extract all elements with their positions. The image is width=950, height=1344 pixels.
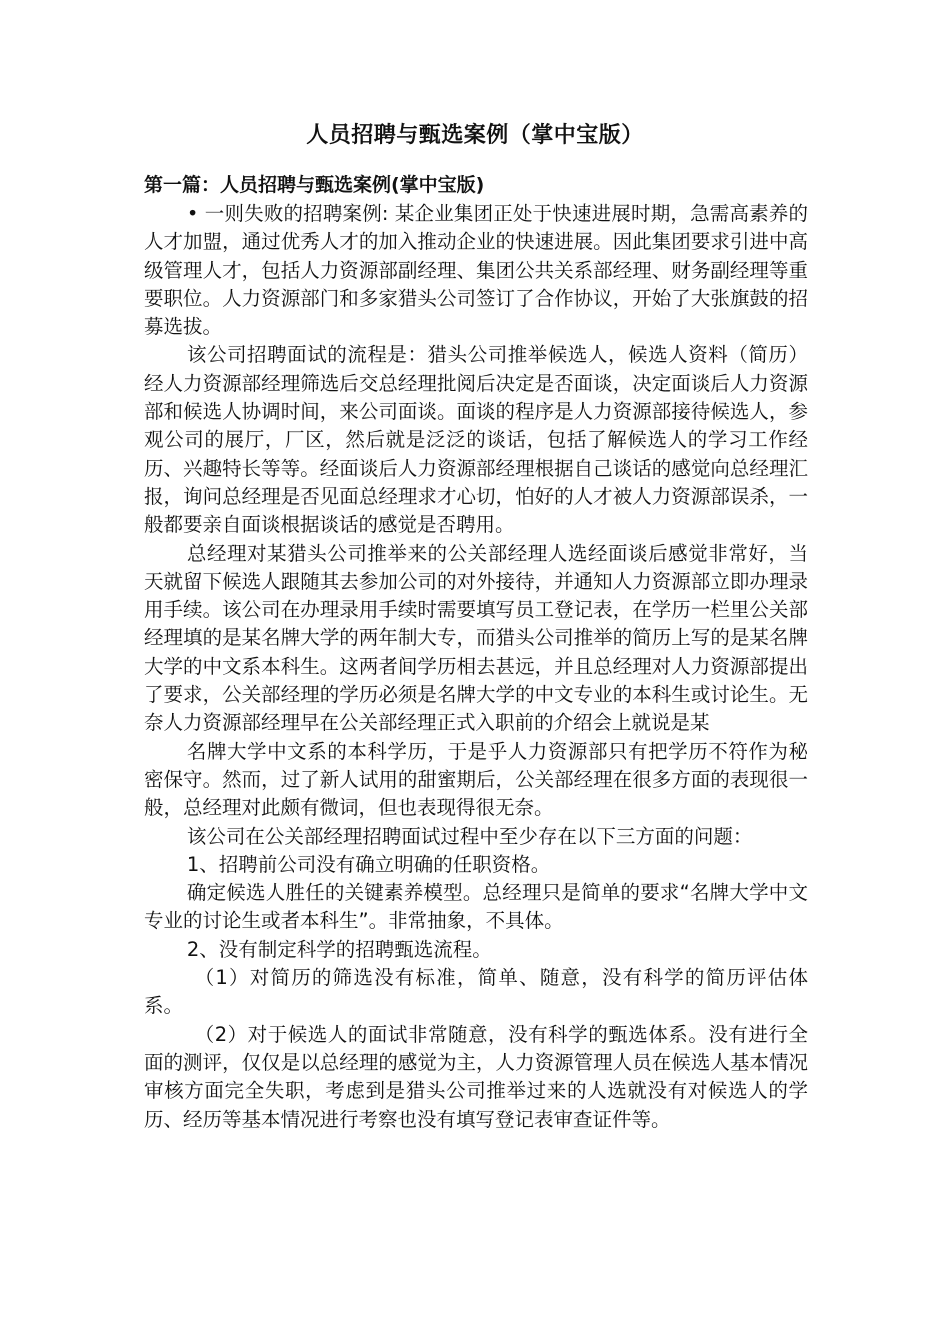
paragraph-8: 2、没有制定科学的招聘甄选流程。 (186, 937, 492, 961)
paragraph-1: • 一则失败的招聘案例: 某企业集团正处于快速进展时期，急需高素养的人才加盟，通过优秀人才的加入推动企业的快速进展。因此集团要求引进中高级管理人才，包括人力资源部副经理、集团公共关系部经理、财务副经理等重要职位。人力资源部门和多家猎头公司签订了合作协议，开始了大张旗鼓的招募选拔。 (144, 202, 808, 339)
document-body (144, 170, 808, 1134)
section-heading: 第一篇：人员招聘与甄选案例(掌中宝版) (144, 174, 485, 196)
paragraph-5: 该公司在公关部经理招聘面试过程中至少存在以下三方面的问题： (186, 824, 753, 848)
paragraph-6: 1、招聘前公司没有确立明确的任职资格。 (186, 852, 551, 876)
paragraph-2: 该公司招聘面试的流程是：猎头公司推举候选人，候选人资料（简历）经人力资源部经理筛选后交总经理批阅后决定是否面谈，决定面谈后人力资源部和候选人协调时间，来公司面谈。面谈的程序是人力资源部接待候选人，参观公司的展厅，厂区，然后就是泛泛的谈话，包括了解候选人的学习工作经历、兴趣特长等等。经面谈后人力资源部经理根据自己谈话的感觉向总经理汇报，询问总经理是否见面总经理求才心切，怕好的人才被人力资源部误杀，一般都要亲自面谈根据谈话的感觉是否聘用。 (144, 343, 808, 537)
paragraph-10: （2）对于候选人的面试非常随意，没有科学的甄选体系。没有进行全面的测评，仅仅是以总经理的感觉为主，人力资源管理人员在候选人基本情况审核方面完全失职，考虑到是猎头公司推举过来的人选就没有对候选人的学历、经历等基本情况进行考察也没有填写登记表审查证件等。 (144, 1022, 808, 1131)
paragraph-9: （1）对简历的筛选没有标准，简单、随意，没有科学的简历评估体系。 (144, 966, 808, 1018)
paragraph-3: 总经理对某猎头公司推举来的公关部经理人选经面谈后感觉非常好，当天就留下候选人跟随其去参加公司的对外接待，并通知人力资源部立即办理录用手续。该公司在办理录用手续时需要填写员工登记表，在学历一栏里公关部经理填的是某名牌大学的两年制大专，而猎头公司推举的简历上写的是某名牌大学的中文系本科生。这两者间学历相去甚远，并且总经理对人力资源部提出了要求，公关部经理的学历必须是名牌大学的中文专业的本科生或讨论生。无奈人力资源部经理早在公关部经理正式入职前的介绍会上就说是某 (144, 541, 808, 735)
paragraph-7: 确定候选人胜任的关键素养模型。总经理只是简单的要求“名牌大学中文专业的讨论生或者本科生”。非常抽象，不具体。 (144, 881, 808, 933)
document-title: 人员招聘与甄选案例（掌中宝版） (306, 123, 644, 148)
paragraph-4: 名牌大学中文系的本科学历，于是乎人力资源部只有把学历不符作为秘密保守。然而，过了新人试用的甜蜜期后，公关部经理在很多方面的表现很一般，总经理对此颇有微词，但也表现得很无奈。 (144, 739, 808, 820)
